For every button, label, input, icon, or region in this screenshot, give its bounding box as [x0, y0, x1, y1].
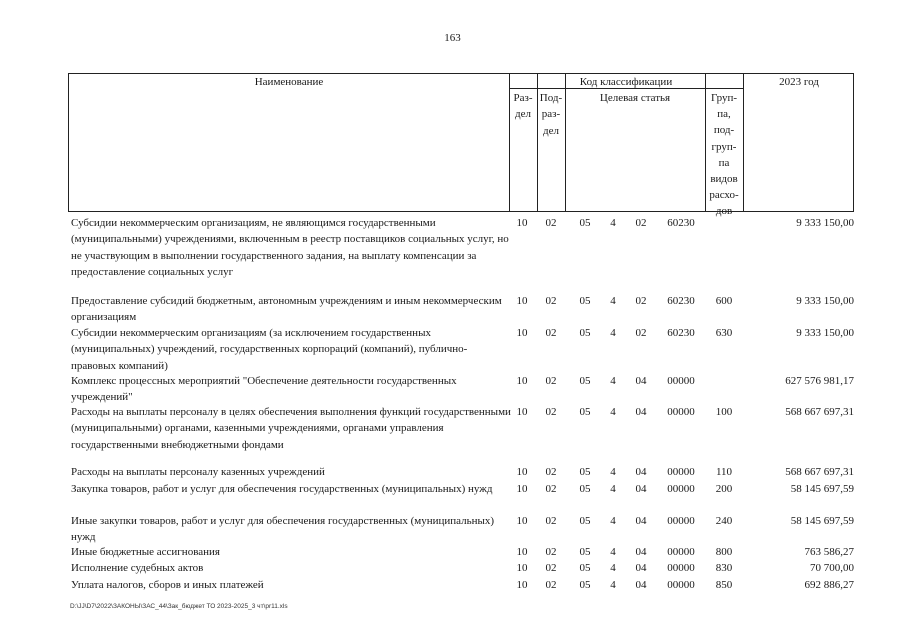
row-name: Предоставление субсидий бюджетным, автономным учреждениям и иным некоммерческим организациям: [71, 295, 502, 324]
row-v: 568 667 697,31: [785, 466, 854, 478]
row-d: 60230: [667, 295, 695, 307]
page-number: 163: [444, 32, 461, 44]
row-v: 58 145 697,59: [790, 515, 854, 527]
row-p: 02: [545, 579, 557, 591]
row-g: 200: [715, 483, 733, 495]
row-c: 04: [635, 406, 647, 418]
row-name: Субсидии некоммерческим организациям, не являющимся государственными (муниципальными) учреждениями, включенным в реестр поставщиков социальных услуг, но не участвующим в выполнении государственного задания, на выплату компенсации за предоставление социальных услуг: [71, 217, 509, 278]
row-b: 4: [610, 546, 616, 558]
row-b: 4: [610, 579, 616, 591]
header-razdel: Раз- дел: [513, 92, 533, 121]
row-b: 4: [610, 515, 616, 527]
row-b: 4: [610, 466, 616, 478]
row-r: 10: [516, 546, 528, 558]
row-g: 110: [715, 466, 733, 478]
row-v: 627 576 981,17: [785, 375, 854, 387]
row-d: 00000: [667, 483, 695, 495]
row-b: 4: [610, 483, 616, 495]
header-group: Груп- па, под- груп- па видов расхо- дов: [709, 92, 739, 218]
row-g: 850: [715, 579, 733, 591]
row-c: 02: [635, 327, 647, 339]
row-c: 04: [635, 483, 647, 495]
row-r: 10: [516, 515, 528, 527]
footer-path: D:\JJ\D7\2022\ЗАКОНЫ\ЗАС_44\Зак_бюджет ТО 2023-2025_3 чт\pr11.xls: [70, 603, 288, 610]
row-g: 240: [715, 515, 733, 527]
row-d: 00000: [667, 515, 695, 527]
row-d: 00000: [667, 579, 695, 591]
row-a: 05: [579, 327, 591, 339]
row-g: 630: [715, 327, 733, 339]
row-v: 9 333 150,00: [796, 217, 854, 229]
header-code: Код классификации: [579, 76, 673, 88]
row-d: 00000: [667, 546, 695, 558]
row-c: 04: [635, 466, 647, 478]
row-c: 04: [635, 515, 647, 527]
row-v: 70 700,00: [810, 562, 854, 574]
row-d: 60230: [667, 217, 695, 229]
row-p: 02: [545, 515, 557, 527]
row-name: Иные бюджетные ассигнования: [71, 546, 220, 558]
row-r: 10: [516, 406, 528, 418]
row-r: 10: [516, 295, 528, 307]
row-g: 600: [715, 295, 733, 307]
row-d: 00000: [667, 406, 695, 418]
row-a: 05: [579, 579, 591, 591]
row-a: 05: [579, 375, 591, 387]
row-d: 00000: [667, 375, 695, 387]
row-b: 4: [610, 562, 616, 574]
row-c: 02: [635, 295, 647, 307]
row-d: 00000: [667, 466, 695, 478]
row-c: 04: [635, 579, 647, 591]
row-p: 02: [545, 546, 557, 558]
row-d: 60230: [667, 327, 695, 339]
row-g: 800: [715, 546, 733, 558]
table-header: [68, 73, 854, 218]
row-p: 02: [545, 375, 557, 387]
row-p: 02: [545, 327, 557, 339]
row-a: 05: [579, 406, 591, 418]
row-b: 4: [610, 295, 616, 307]
row-v: 58 145 697,59: [790, 483, 854, 495]
row-c: 04: [635, 562, 647, 574]
header-name: Наименование: [254, 76, 324, 88]
row-c: 02: [635, 217, 647, 229]
row-name: Расходы на выплаты персоналу в целях обеспечения выполнения функций государственными (муниципальными) органами, казенными учреждениями, органами управления государственными внебюджетными фондами: [71, 406, 511, 451]
row-c: 04: [635, 546, 647, 558]
row-a: 05: [579, 562, 591, 574]
row-r: 10: [516, 562, 528, 574]
row-r: 10: [516, 483, 528, 495]
row-c: 04: [635, 375, 647, 387]
row-b: 4: [610, 327, 616, 339]
header-year: 2023 год: [779, 76, 819, 88]
row-p: 02: [545, 483, 557, 495]
row-p: 02: [545, 295, 557, 307]
row-b: 4: [610, 375, 616, 387]
row-v: 692 886,27: [804, 579, 854, 591]
row-b: 4: [610, 406, 616, 418]
row-a: 05: [579, 295, 591, 307]
row-v: 9 333 150,00: [796, 327, 854, 339]
row-d: 00000: [667, 562, 695, 574]
row-r: 10: [516, 375, 528, 387]
row-v: 763 586,27: [804, 546, 854, 558]
header-target: Целевая статья: [599, 92, 671, 104]
row-name: Уплата налогов, сборов и иных платежей: [71, 579, 264, 591]
row-p: 02: [545, 217, 557, 229]
row-r: 10: [516, 579, 528, 591]
row-g: 830: [715, 562, 733, 574]
row-a: 05: [579, 466, 591, 478]
row-r: 10: [516, 217, 528, 229]
row-b: 4: [610, 217, 616, 229]
row-r: 10: [516, 327, 528, 339]
row-a: 05: [579, 483, 591, 495]
row-name: Закупка товаров, работ и услуг для обеспечения государственных (муниципальных) нужд: [71, 483, 493, 495]
row-a: 05: [579, 217, 591, 229]
row-a: 05: [579, 546, 591, 558]
header-podrazdel: Под- раз- дел: [539, 92, 563, 137]
row-name: Комплекс процессных мероприятий "Обеспечение деятельности государственных учреждений": [71, 375, 457, 404]
row-name: Субсидии некоммерческим организациям (за исключением государственных (муниципальных) учреждений, государственных корпораций (компаний), публично-правовых компаний): [71, 327, 468, 372]
row-p: 02: [545, 406, 557, 418]
row-name: Расходы на выплаты персоналу казенных учреждений: [71, 466, 325, 478]
row-r: 10: [516, 466, 528, 478]
row-a: 05: [579, 515, 591, 527]
row-v: 568 667 697,31: [785, 406, 854, 418]
row-v: 9 333 150,00: [796, 295, 854, 307]
row-name: Исполнение судебных актов: [71, 562, 204, 574]
row-p: 02: [545, 466, 557, 478]
row-p: 02: [545, 562, 557, 574]
row-name: Иные закупки товаров, работ и услуг для обеспечения государственных (муниципальных) нужд: [71, 515, 495, 544]
row-g: 100: [715, 406, 733, 418]
